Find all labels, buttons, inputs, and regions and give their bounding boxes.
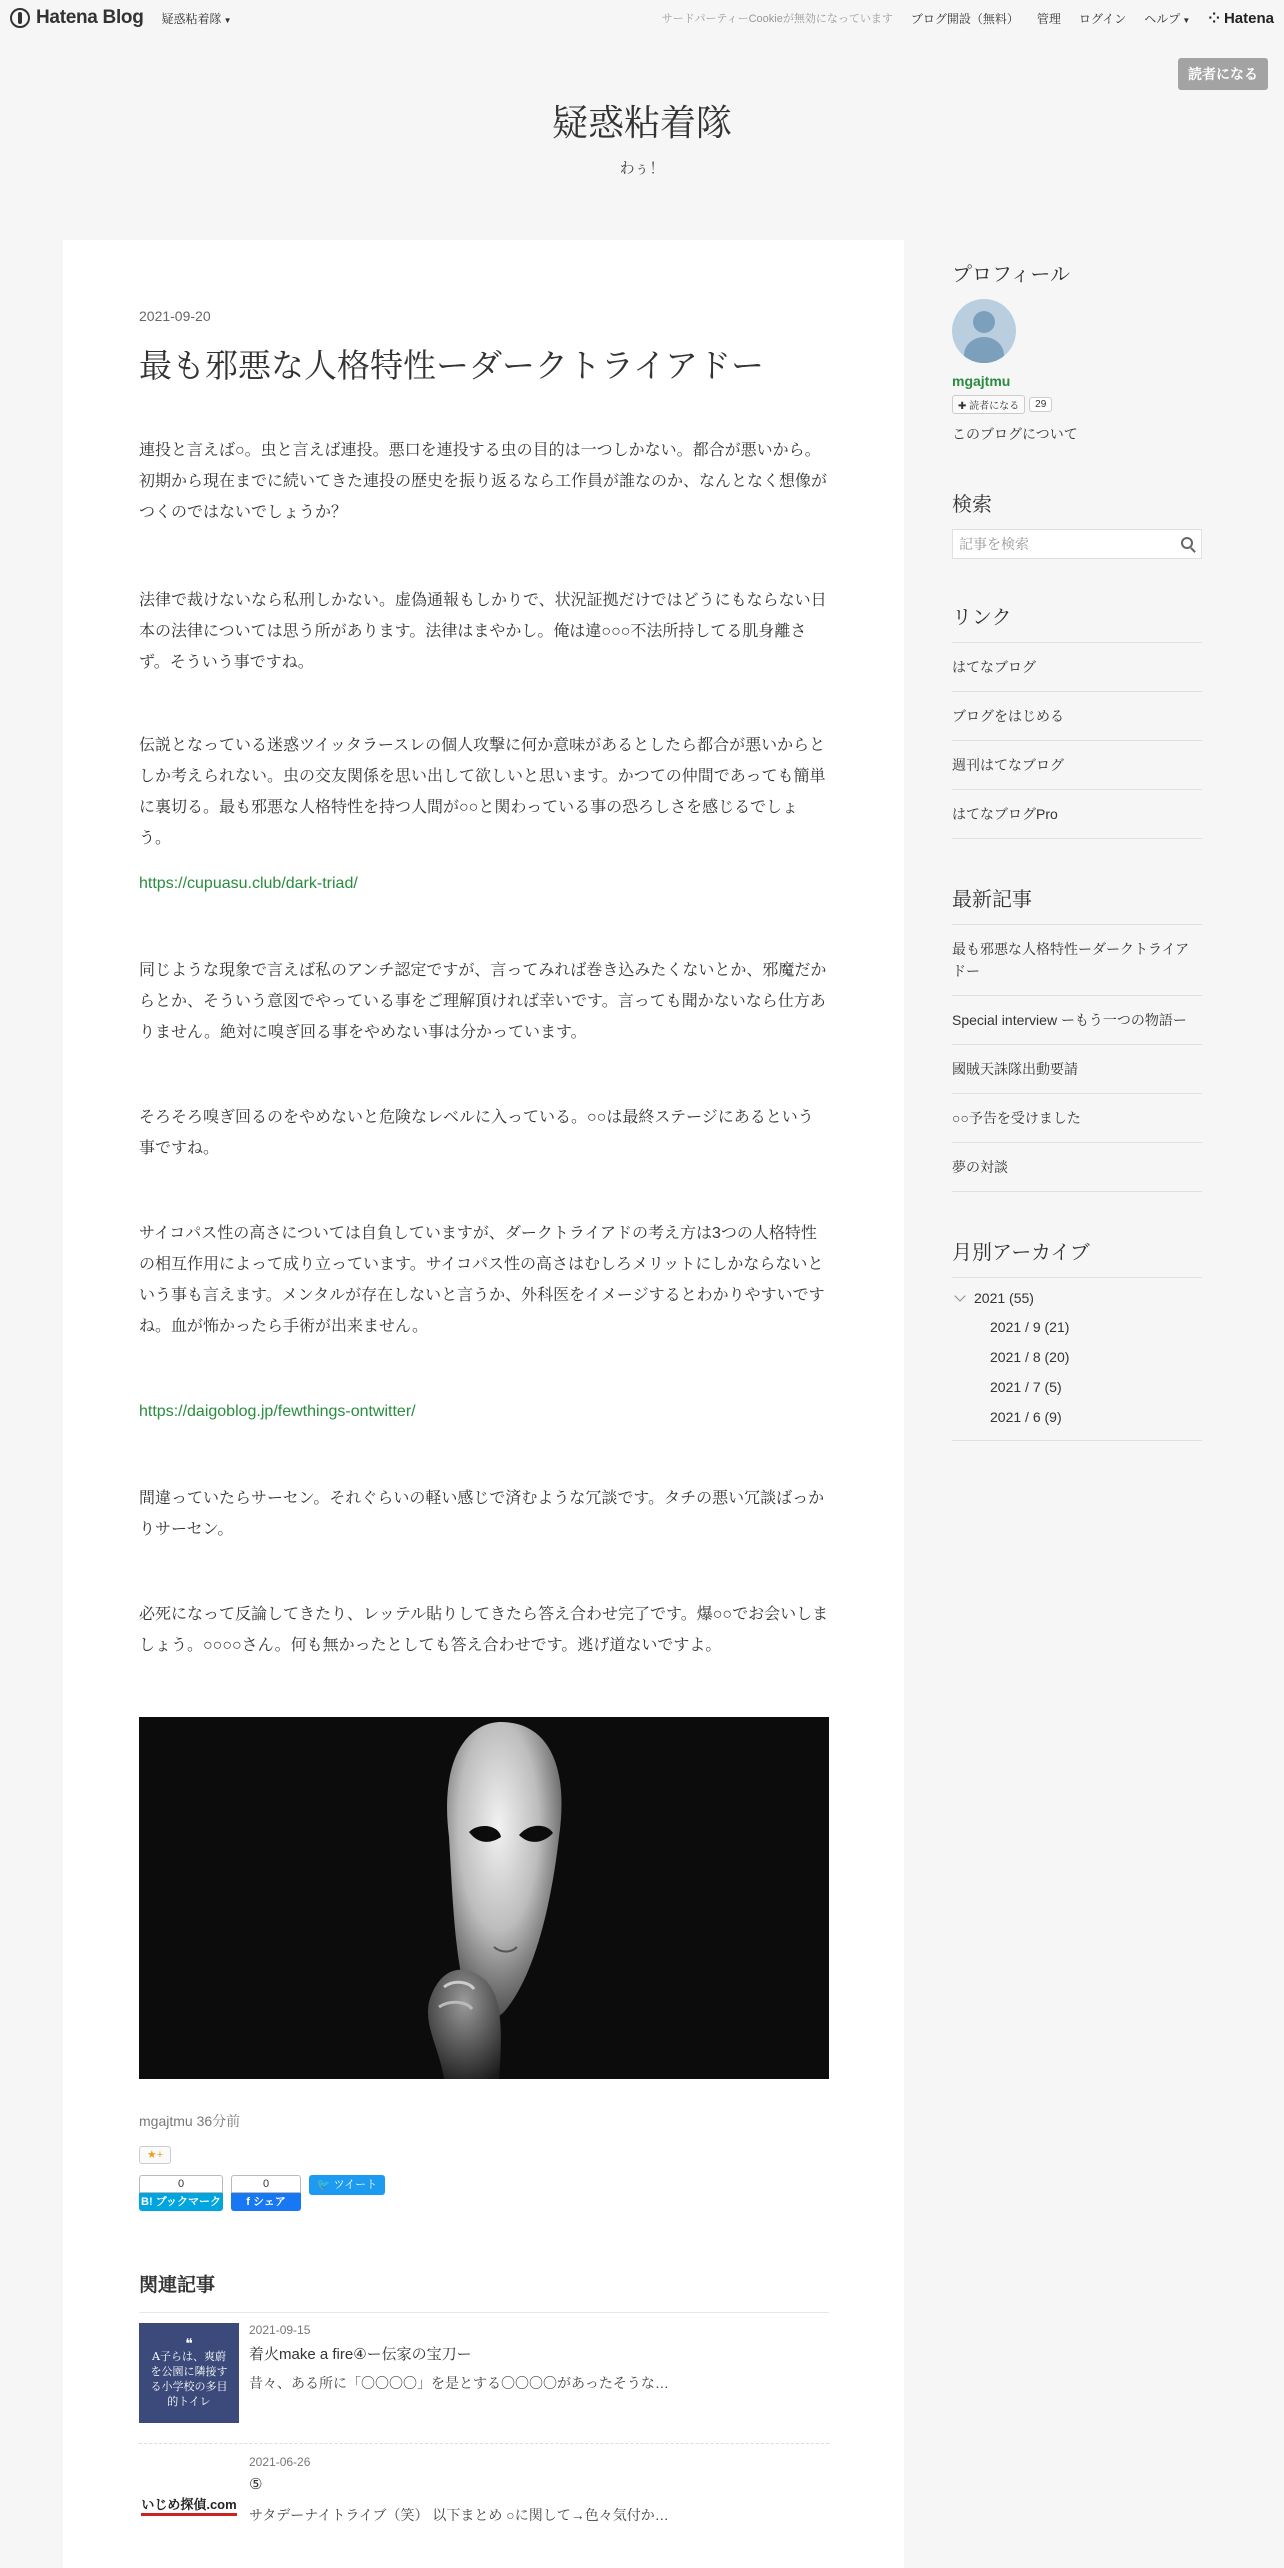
divider xyxy=(139,2312,829,2313)
related-date: 2021-06-26 xyxy=(249,2455,311,2469)
related-thumbnail[interactable] xyxy=(139,2323,239,2423)
related-excerpt: サタデーナイトライブ（笑） 以下まとめ ○に関して→色々気付か… xyxy=(249,2507,669,2523)
links-module xyxy=(952,601,1202,839)
archive-year-label: 2021 (55) xyxy=(974,1290,1034,1306)
links-list xyxy=(952,642,1202,839)
archive-month[interactable]: 2021 / 6 (9) xyxy=(990,1409,1062,1425)
fb-count: 0 xyxy=(231,2175,301,2193)
links-heading: リンク xyxy=(952,607,1012,629)
entry-paragraph: サイコパス性の高さについては自負していますが、ダークトライアドの考え方は3つの人格特性の相互作用によって成り立っています。サイコパス性の高さはむしろメリットにしかならないという事も言えます。メンタルが存在しないと言うか、外科医をイメージするとわかりやすいですね。血が怖かったら手術が出来ません。 xyxy=(139,1225,825,1335)
hatebu-count: 0 xyxy=(139,2175,223,2193)
search-box xyxy=(952,529,1202,559)
logo-text: Hatena Blog xyxy=(36,7,144,28)
facebook-button[interactable]: f シェア xyxy=(231,2193,301,2211)
hatena-blog-logo-icon xyxy=(10,8,30,28)
related-date: 2021-09-15 xyxy=(249,2323,311,2337)
entry-paragraph: 伝説となっている迷惑ツイッタラースレの個人攻撃に何か意味があるとしたら都合が悪いからとしか考えられない。虫の交友関係を思い出して欲しいと思います。かつての仲間であっても簡単に裏切る。最も邪悪な人格特性を持つ人間が○○と関わっている事の恐ろしさを感じるでしょう。 xyxy=(139,737,826,847)
hatena-blog-logo[interactable] xyxy=(10,7,144,29)
blog-title-text: 疑惑粘着隊 xyxy=(551,103,732,144)
nav-login[interactable]: ログイン xyxy=(1078,11,1127,26)
about-blog-link[interactable]: このブログについて xyxy=(952,426,1078,442)
profile-subscribe-button[interactable] xyxy=(952,395,1025,414)
profile-subscribe-row xyxy=(952,395,1202,414)
archive-month[interactable]: 2021 / 8 (20) xyxy=(990,1349,1070,1365)
related-item[interactable] xyxy=(139,2323,829,2433)
entry-date[interactable]: 2021-09-20 xyxy=(139,308,211,324)
quote-icon: ❝ xyxy=(185,2336,193,2352)
thumbnail-text: いじめ探偵.com xyxy=(141,2494,236,2516)
entry-link[interactable]: https://cupuasu.club/dark-triad/ xyxy=(139,875,358,892)
add-star-button[interactable]: ★+ xyxy=(139,2146,171,2164)
search-icon[interactable] xyxy=(1181,537,1193,549)
related-excerpt: 昔々、ある所に「〇〇〇〇」を是とする〇〇〇〇があったそうな… xyxy=(249,2375,669,2391)
caret-down-icon: ▼ xyxy=(223,15,232,25)
sidebar-link[interactable]: 週刊はてなブログ xyxy=(952,741,1202,790)
archive-year[interactable] xyxy=(952,1290,1202,1306)
hatena-dots-icon: ⁘ xyxy=(1208,9,1220,26)
subscribe-button[interactable]: 読者になる xyxy=(1178,58,1268,90)
entry-paragraph: 連投と言えば○。虫と言えば連投。悪口を連投する虫の目的は一つしかない。都合が悪いから。初期から現在までに続いてきた連投の歴史を振り返るなら工作員が誰なのか、なんとなく想像がつくのではないでしょうか？ xyxy=(139,442,828,521)
divider xyxy=(139,2443,829,2444)
profile-heading: プロフィール xyxy=(952,264,1070,286)
entry-paragraph: 同じような現象で言えば私のアンチ認定ですが、言ってみれば巻き込みたくないとか、邪魔だからとか、そういう意図でやっている事をご理解頂ければ幸いです。言っても聞かないなら仕方ありません。絶対に嗅ぎ回る事をやめない事は分かっています。 xyxy=(139,962,827,1041)
sidebar xyxy=(952,240,1202,1441)
archive-module xyxy=(952,1236,1202,1441)
chevron-down-icon[interactable] xyxy=(954,1290,965,1301)
tweet-label: ツイート xyxy=(333,2179,378,2191)
sidebar-link[interactable]: はてなブログPro xyxy=(952,790,1202,839)
entry-title[interactable]: 最も邪悪な人格特性ーダークトライアドー xyxy=(139,347,765,384)
entry-link[interactable]: https://daigoblog.jp/fewthings-ontwitter/ xyxy=(139,1403,416,1420)
nav-help[interactable] xyxy=(1144,10,1190,27)
plus-icon: ✚ xyxy=(958,401,967,412)
blog-name-dropdown[interactable] xyxy=(162,10,232,27)
related-title[interactable]: 着火make a fire④ー伝家の宝刀ー xyxy=(249,2346,472,2363)
recent-heading: 最新記事 xyxy=(952,889,1032,911)
entry-paragraph: そろそろ嗅ぎ回るのをやめないと危険なレベルに入っている。○○は最終ステージにあるという事ですね。 xyxy=(139,1109,814,1157)
hatena-brand[interactable] xyxy=(1208,10,1274,27)
share-buttons xyxy=(139,2175,385,2211)
subscriber-count[interactable]: 29 xyxy=(1029,397,1052,412)
mask-illustration xyxy=(139,1717,829,2079)
recent-entry[interactable]: 最も邪悪な人格特性ーダークトライアドー xyxy=(952,925,1202,996)
twitter-bird-icon: 🐦 xyxy=(316,2179,331,2191)
caret-down-icon: ▼ xyxy=(1182,15,1191,25)
nav-help-label: ヘルプ xyxy=(1144,11,1181,26)
recent-entry[interactable]: 夢の対談 xyxy=(952,1143,1202,1192)
thumbnail-text: A子らは、爽蔚を公園に隣接する小学校の多目的トイレ xyxy=(150,2350,228,2408)
archive-month[interactable]: 2021 / 7 (5) xyxy=(990,1379,1062,1395)
archive-month[interactable]: 2021 / 9 (21) xyxy=(990,1319,1070,1335)
hatebu-share[interactable] xyxy=(139,2175,223,2211)
entry-footer xyxy=(139,2111,240,2131)
sidebar-link[interactable]: はてなブログ xyxy=(952,643,1202,692)
entry-time[interactable]: 36分前 xyxy=(196,2113,241,2129)
tweet-button[interactable] xyxy=(309,2175,385,2195)
recent-entries-module xyxy=(952,883,1202,1192)
nav-admin[interactable]: 管理 xyxy=(1036,11,1061,26)
entry-image-mask xyxy=(139,1717,829,2079)
archive-heading: 月別アーカイブ xyxy=(952,1242,1090,1264)
related-item[interactable] xyxy=(139,2455,829,2565)
profile-name[interactable]: mgajtmu xyxy=(952,373,1011,389)
entry-paragraph: 必死になって反論してきたり、レッテル貼りしてきたら答え合わせ完了です。爆○○でお会いしましょう。○○○○さん。何も無かったとしても答え合わせです。逃げ道ないですよ。 xyxy=(139,1606,829,1654)
blog-title[interactable] xyxy=(0,95,1284,146)
recent-entry[interactable]: Special interview ーもう一つの物語ー xyxy=(952,996,1202,1045)
avatar[interactable] xyxy=(952,299,1016,363)
search-heading: 検索 xyxy=(952,494,992,516)
profile-module xyxy=(952,258,1202,444)
entry-author[interactable]: mgajtmu xyxy=(139,2113,193,2129)
hatebu-button[interactable]: B! ブックマーク xyxy=(139,2193,223,2211)
profile-subscribe-label: 読者になる xyxy=(969,401,1020,412)
cookie-notice: サードパーティーCookieが無効になっています xyxy=(661,13,893,25)
related-title[interactable]: ⑤ xyxy=(249,2476,263,2493)
sidebar-link[interactable]: ブログをはじめる xyxy=(952,692,1202,741)
global-header xyxy=(0,0,1284,36)
main-content xyxy=(63,240,904,2568)
related-thumbnail[interactable] xyxy=(139,2455,239,2555)
nav-open-blog[interactable]: ブログ開設（無料） xyxy=(910,11,1019,26)
recent-entry[interactable]: ○○予告を受けました xyxy=(952,1094,1202,1143)
facebook-share[interactable] xyxy=(231,2175,301,2211)
search-module xyxy=(952,488,1202,559)
archive-list xyxy=(952,1277,1202,1441)
entry-paragraph: 間違っていたらサーセン。それぐらいの軽い感じで済むような冗談です。タチの悪い冗談ばっかりサーセン。 xyxy=(139,1490,825,1538)
related-heading: 関連記事 xyxy=(139,2275,216,2296)
entry-paragraph: 法律で裁けないなら私刑しかない。虚偽通報もしかりで、状況証拠だけではどうにもならない日本の法律については思う所があります。法律はまやかし。俺は違○○○不法所持してる肌身離さず。そういう事ですね。 xyxy=(139,592,827,671)
recent-list xyxy=(952,924,1202,1192)
search-input[interactable] xyxy=(953,530,1163,558)
recent-entry[interactable]: 國賊天誅隊出動要請 xyxy=(952,1045,1202,1094)
blog-name-label: 疑惑粘着隊 xyxy=(161,11,222,26)
hatena-brand-text: Hatena xyxy=(1223,9,1274,27)
blog-description: わぅ！ xyxy=(619,160,665,177)
